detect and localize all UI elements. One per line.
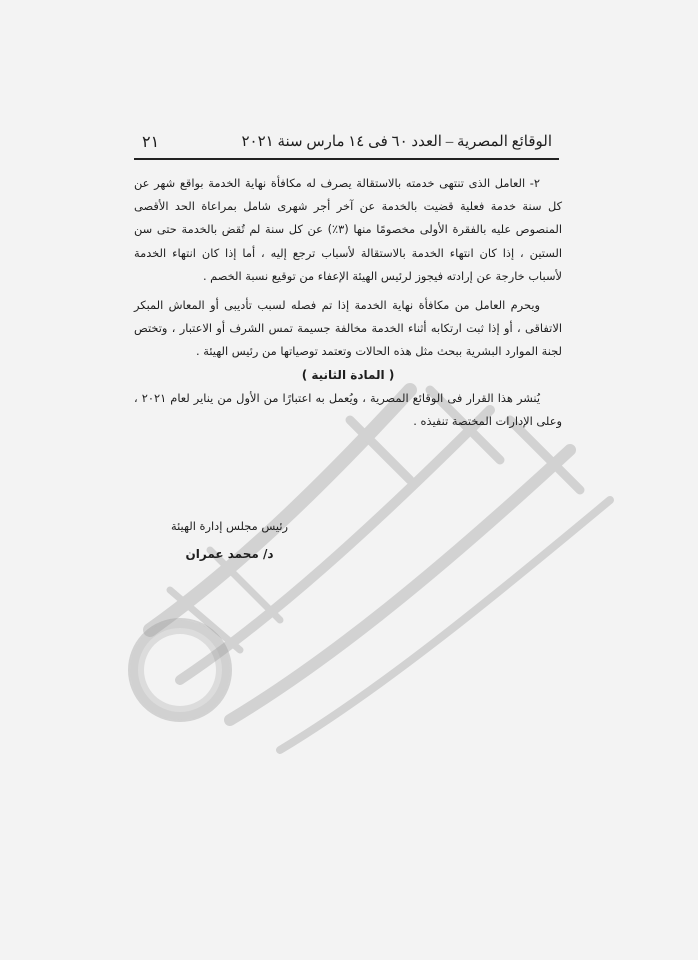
signature-block (171, 512, 288, 568)
paragraph-clause-2: ٢- العامل الذى تنتهى خدمته بالاستقالة يصرف له مكافأة نهاية الخدمة بواقع شهر عن كل سنة خدمة فعلية قضيت بالخدمة عن آخر أجر شهرى شامل بمراعاة الحد الأقصى المنصوص عليه بالفقرة الأولى مخصومًا منها (٣٪) عن كل سنة لم تُقض بالخدمة حتى سن الستين ، إذا كان انتهاء الخدمة بالاستقالة لأسباب ترجع إليه ، أما إذا كان انتهاء الخدمة لأسباب خارجة عن إرادته فيجوز لرئيس الهيئة الإعفاء من توقيع نسبة الخصم . (134, 176, 562, 283)
faded-seal (128, 618, 232, 722)
article-two-heading: ( المادة الثانية ) (301, 367, 395, 382)
header-divider (134, 158, 559, 160)
paragraph-deprivation: ويحرم العامل من مكافأة نهاية الخدمة إذا تم فصله لسبب تأديبى أو المعاش المبكر الاتفاقى ، أو إذا ثبت ارتكابه أثناء الخدمة مخالفة جسيمة تمس الشرف أو الاعتبار ، وتختص لجنة الموارد البشرية ببحث مثل هذه الحالات وتعتمد توصياتها من رئيس الهيئة . (134, 298, 562, 359)
signatory-title: رئيس مجلس إدارة الهيئة (171, 519, 288, 533)
page-number: ٢١ (142, 134, 160, 151)
gazette-title: الوقائع المصرية – العدد ٦٠ فى ١٤ مارس سنة ٢٠٢١ (241, 134, 552, 150)
document-body (134, 172, 562, 433)
page-header (132, 128, 552, 156)
paragraph-publication: يُنشر هذا القرار فى الوقائع المصرية ، ويُعمل به اعتبارًا من الأول من يناير لعام ٢٠٢١ ، وعلى الإدارات المختصة تنفيذه . (134, 390, 562, 429)
signatory-name: د/ محمد عمران (185, 547, 274, 561)
